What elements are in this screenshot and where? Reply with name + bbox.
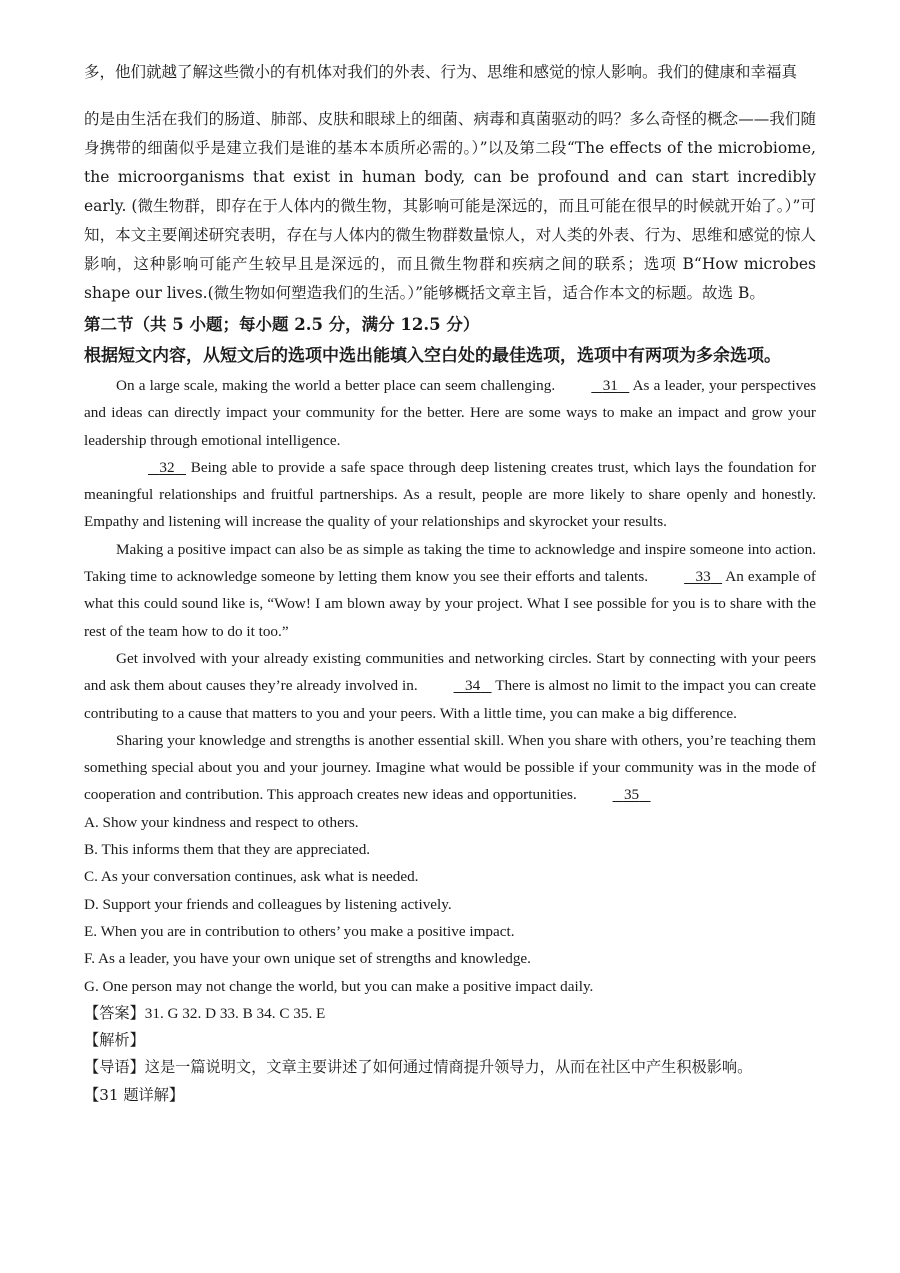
analysis-line-1: 多，他们就越了解这些微小的有机体对我们的外表、行为、思维和感觉的惊人影响。我们的健康和幸福真 xyxy=(84,63,798,81)
answer-values: 31. G 32. D 33. B 34. C 35. E xyxy=(144,1004,326,1022)
option-f: F. As a leader, you have your own unique set of strengths and knowledge. xyxy=(84,950,531,968)
blank-34 xyxy=(422,672,492,699)
passage-text: On a large scale, making the world a better place can seem challenging. xyxy=(116,377,556,394)
option-d: D. Support your friends and colleagues by listening actively. xyxy=(84,895,452,913)
section-instruction: 根据短文内容，从短文后的选项中选出能填入空白处的最佳选项，选项中有两项为多余选项。 xyxy=(84,346,781,366)
analysis-continuation xyxy=(84,58,816,308)
option-b: B. This informs them that they are appreciated. xyxy=(84,841,371,859)
passage-text: Sharing your knowledge and strengths is another essential skill. When you share with others, you’re teaching them something special about you and your journey. Imagine what would be possible if your community was in the mode of cooperation and contribution. This approach creates new ideas and opportunities. xyxy=(84,731,816,804)
q31-detail-label: 【31 题详解】 xyxy=(84,1085,185,1104)
blank-number: 31 xyxy=(602,377,618,394)
blank-33 xyxy=(652,563,722,590)
guide-line xyxy=(84,1054,816,1081)
blank-number: 33 xyxy=(695,568,711,586)
guide-text: 这是一篇说明文，文章主要讲述了如何通过情商提升领导力，从而在社区中产生积极影响。 xyxy=(144,1058,753,1077)
blank-number: 32 xyxy=(159,458,175,476)
option-a: A. Show your kindness and respect to others. xyxy=(84,813,359,831)
passage-paragraph-4 xyxy=(84,645,816,727)
blank-31 xyxy=(559,372,629,399)
guide-label: 【导语】 xyxy=(84,1058,145,1077)
passage-paragraph-2 xyxy=(84,454,816,536)
passage-text: As a leader, your perspectives and ideas can directly impact your community for the better. Here are some ways to make an impact and grow your leadership through emotional intelligence. xyxy=(84,377,816,449)
passage-paragraph-1 xyxy=(84,372,816,454)
option-g: G. One person may not change the world, but you can make a positive impact daily. xyxy=(84,977,594,995)
passage-text: There is almost no limit to the impact you can create contributing to a cause that matters to you and your peers. With a little time, you can make a big difference. xyxy=(84,677,816,722)
passage-text: An example of what this could sound like is, “Wow! I am blown away by your project. What I see possible for you is to share with the rest of the team how to do it too.” xyxy=(84,568,816,640)
passage-paragraph-3 xyxy=(84,536,816,645)
analysis-label: 【解析】 xyxy=(84,1031,145,1050)
blank-32 xyxy=(116,454,186,481)
answer-line xyxy=(84,1000,816,1027)
option-e: E. When you are in contribution to others’ you make a positive impact. xyxy=(84,922,515,940)
blank-number: 34 xyxy=(464,677,481,695)
passage-text: Being able to provide a safe space through deep listening creates trust, which lays the foundation for meaningful relationships and fruitful partnerships. As a result, people are more likely to share openly and honestly. Empathy and listening will increase the quality of your relationships and skyrocket your results. xyxy=(84,458,816,531)
passage-text: Get involved with your already existing communities and networking circles. Start by connecting with your peers and ask them about causes they’re already involved in. xyxy=(84,649,816,695)
answer-label: 【答案】 xyxy=(84,1003,145,1022)
passage-text: Making a positive impact can also be as simple as taking the time to acknowledge and inspire someone into action. Taking time to acknowledge someone by letting them know you see their efforts and talents. xyxy=(84,540,816,586)
passage-paragraph-5 xyxy=(84,727,816,809)
section-heading: 第二节（共 5 小题；每小题 2.5 分，满分 12.5 分） xyxy=(84,315,480,334)
option-c: C. As your conversation continues, ask what is needed. xyxy=(84,868,419,886)
analysis-paragraph: 的是由生活在我们的肠道、肺部、皮肤和眼球上的细菌、病毒和真菌驱动的吗？多么奇怪的概念——我们随身携带的细菌似乎是建立我们是谁的基本本质所必需的。）”以及第二段“The effects of the microbiome, the microorganisms that exist in human body, can be profound and can start incredibly early. (微生物群，即存在于人体内的微生物，其影响可能是深远的，而且可能在很早的时候就开始了。）”可知，本文主要阐述研究表明，存在与人体内的微生物群数量惊人，对人类的外表、行为、思维和感觉的惊人影响，这种影响可能产生较早且是深远的，而且微生物群和疾病之间的联系；选项 B“How microbes shape our lives.(微生物如何塑造我们的生活。）”能够概括文章主旨，适合作本文的标题。故选 B。 xyxy=(84,110,816,302)
blank-number: 35 xyxy=(623,786,640,804)
blank-35 xyxy=(581,781,651,808)
